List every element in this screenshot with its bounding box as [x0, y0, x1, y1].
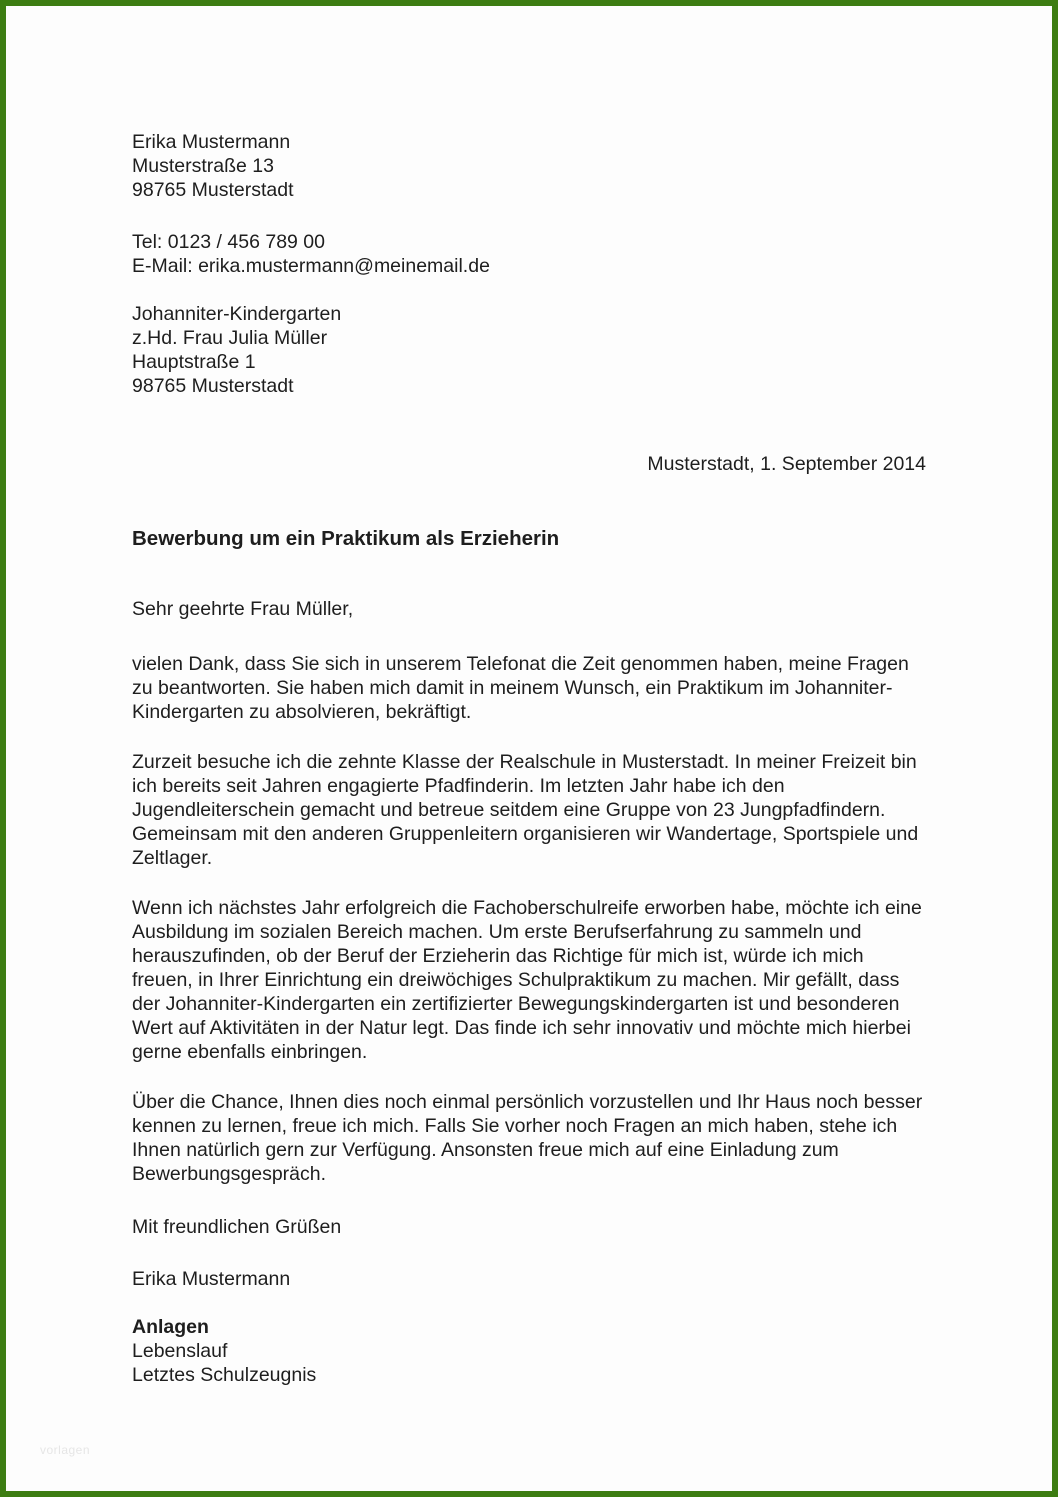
sender-street: Musterstraße 13	[132, 155, 274, 177]
recipient-street: Hauptstraße 1	[132, 351, 256, 373]
body-paragraph: Zurzeit besuche ich die zehnte Klasse der Realschule in Musterstadt. In meiner Freizeit bin ich bereits seit Jahren engagierte Pfadfinderin. Im letzten Jahr habe ich den Jugendleiterschein gemacht und betreue seitdem eine Gruppe von 23 Jungpfadfindern. Gemeinsam mit den anderen Gruppenleitern organisieren wir Wandertage, Sportspiele und Zeltlager.	[132, 751, 919, 869]
sender-phone: Tel: 0123 / 456 789 00	[132, 231, 325, 253]
sender-contact-block	[132, 230, 926, 278]
body-paragraph: Über die Chance, Ihnen dies noch einmal persönlich vorzustellen und Ihr Haus noch besser kennen zu lernen, freue ich mich. Falls Sie vorher noch Fragen an mich haben, stehe ich Ihnen natürlich gern zur Verfügung. Ansonsten freue mich auf eine Einladung zum Bewerbungsgespräch.	[132, 1091, 923, 1185]
enclosures-block	[132, 1315, 926, 1387]
date-line: Musterstadt, 1. September 2014	[647, 453, 926, 475]
body-paragraph: vielen Dank, dass Sie sich in unserem Telefonat die Zeit genommen haben, meine Fragen zu beantworten. Sie haben mich damit in meinem Wunsch, ein Praktikum im Johanniter-Kindergarten zu absolvieren, bekräftigt.	[132, 653, 909, 723]
watermark-text: vorlagen	[40, 1443, 91, 1457]
letter-body	[6, 6, 1052, 1491]
enclosure-item: Lebenslauf	[132, 1340, 228, 1362]
sender-address-block	[132, 130, 926, 202]
body-paragraph: Wenn ich nächstes Jahr erfolgreich die Fachoberschulreife erworben habe, möchte ich eine Ausbildung im sozialen Bereich machen. Um erste Berufserfahrung zu sammeln und herauszufinden, ob der Beruf der Erzieherin das Richtige für mich ist, würde ich mich freuen, in Ihrer Einrichtung ein dreiwöchiges Schulpraktikum zu machen. Mir gefällt, dass der Johanniter-Kindergarten ein zertifizierter Bewegungskindergarten ist und besonderen Wert auf Aktivitäten in der Natur legt. Das finde ich sehr innovativ und möchte mich hierbei gerne ebenfalls einbringen.	[132, 897, 922, 1063]
sender-city: 98765 Musterstadt	[132, 179, 294, 201]
sender-email: E-Mail: erika.mustermann@meinemail.de	[132, 255, 490, 277]
enclosures-heading: Anlagen	[132, 1316, 209, 1338]
recipient-address-block	[132, 302, 926, 398]
subject-line: Bewerbung um ein Praktikum als Erzieherin	[132, 527, 560, 550]
recipient-attention: z.Hd. Frau Julia Müller	[132, 327, 328, 349]
salutation: Sehr geehrte Frau Müller,	[132, 598, 354, 620]
enclosure-item: Letztes Schulzeugnis	[132, 1364, 317, 1386]
closing-formula: Mit freundlichen Grüßen	[132, 1216, 342, 1238]
signature-name: Erika Mustermann	[132, 1268, 291, 1290]
recipient-city: 98765 Musterstadt	[132, 375, 294, 397]
sender-name: Erika Mustermann	[132, 131, 291, 153]
recipient-organization: Johanniter-Kindergarten	[132, 303, 342, 325]
